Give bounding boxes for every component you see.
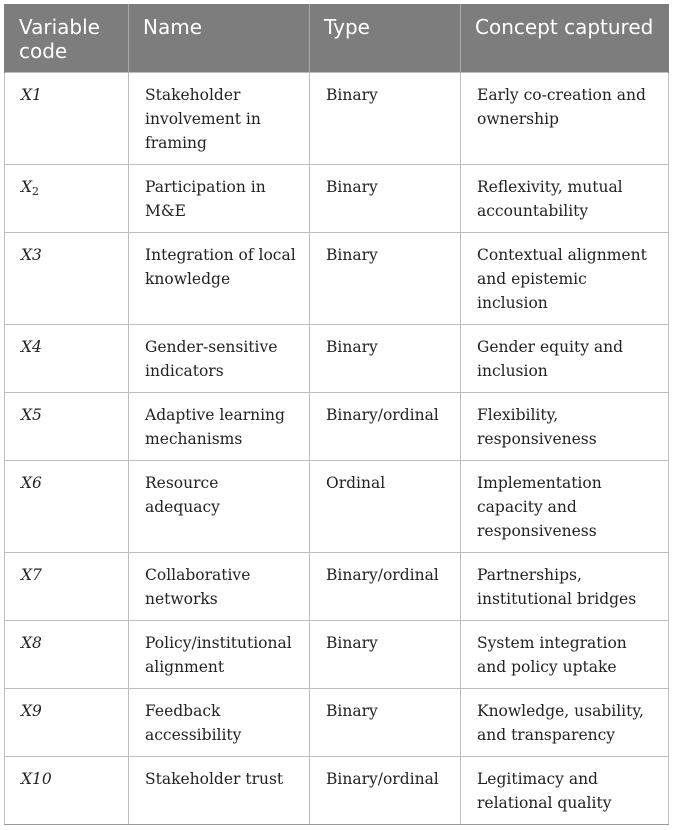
code-subscript: 2 [32,185,40,198]
cell-name: Feedback accessibility [129,689,310,757]
header-row [5,4,669,73]
table-row [5,621,669,689]
header-type: Type [310,4,461,73]
header-variable-code: Variable code [5,4,129,73]
cell-name: Policy/institutional alignment [129,621,310,689]
cell-variable-code: X8 [5,621,129,689]
cell-concept: Reflexivity, mutual accountability [461,165,669,233]
table-row [5,689,669,757]
cell-concept: Legitimacy and relational quality [461,757,669,825]
cell-type: Binary/ordinal [310,553,461,621]
cell-type: Binary [310,621,461,689]
table-row [5,393,669,461]
variables-table-container [4,4,668,825]
table-body [5,73,669,825]
cell-variable-code: X1 [5,73,129,165]
cell-concept: Knowledge, usability, and transparency [461,689,669,757]
cell-concept: Partnerships, institutional bridges [461,553,669,621]
cell-concept: Flexibility, responsiveness [461,393,669,461]
table-row [5,553,669,621]
header-name: Name [129,4,310,73]
cell-type: Binary [310,73,461,165]
cell-concept: Implementation capacity and responsiveness [461,461,669,553]
table-row [5,165,669,233]
cell-concept: System integration and policy uptake [461,621,669,689]
cell-variable-code: X3 [5,233,129,325]
table-row [5,325,669,393]
cell-type: Binary/ordinal [310,393,461,461]
cell-variable-code: X5 [5,393,129,461]
header-concept-captured: Concept captured [461,4,669,73]
code-letter: X [21,178,33,196]
cell-variable-code: X9 [5,689,129,757]
cell-variable-code: X6 [5,461,129,553]
table-header [5,4,669,73]
cell-type: Binary/ordinal [310,757,461,825]
table-row [5,461,669,553]
cell-variable-code [5,165,129,233]
variables-table [4,4,669,825]
cell-concept: Contextual alignment and epistemic inclusion [461,233,669,325]
cell-type: Ordinal [310,461,461,553]
cell-type: Binary [310,689,461,757]
cell-variable-code: X7 [5,553,129,621]
cell-name: Integration of local knowledge [129,233,310,325]
cell-variable-code: X10 [5,757,129,825]
cell-type: Binary [310,325,461,393]
cell-name: Stakeholder involvement in framing [129,73,310,165]
cell-type: Binary [310,233,461,325]
cell-name: Resource adequacy [129,461,310,553]
cell-name: Adaptive learning mechanisms [129,393,310,461]
cell-name: Gender-sensitive indicators [129,325,310,393]
cell-name: Participation in M&E [129,165,310,233]
cell-concept: Early co-creation and ownership [461,73,669,165]
cell-type: Binary [310,165,461,233]
table-row [5,233,669,325]
cell-concept: Gender equity and inclusion [461,325,669,393]
table-row [5,757,669,825]
cell-variable-code: X4 [5,325,129,393]
cell-name: Collaborative networks [129,553,310,621]
table-row [5,73,669,165]
cell-name: Stakeholder trust [129,757,310,825]
